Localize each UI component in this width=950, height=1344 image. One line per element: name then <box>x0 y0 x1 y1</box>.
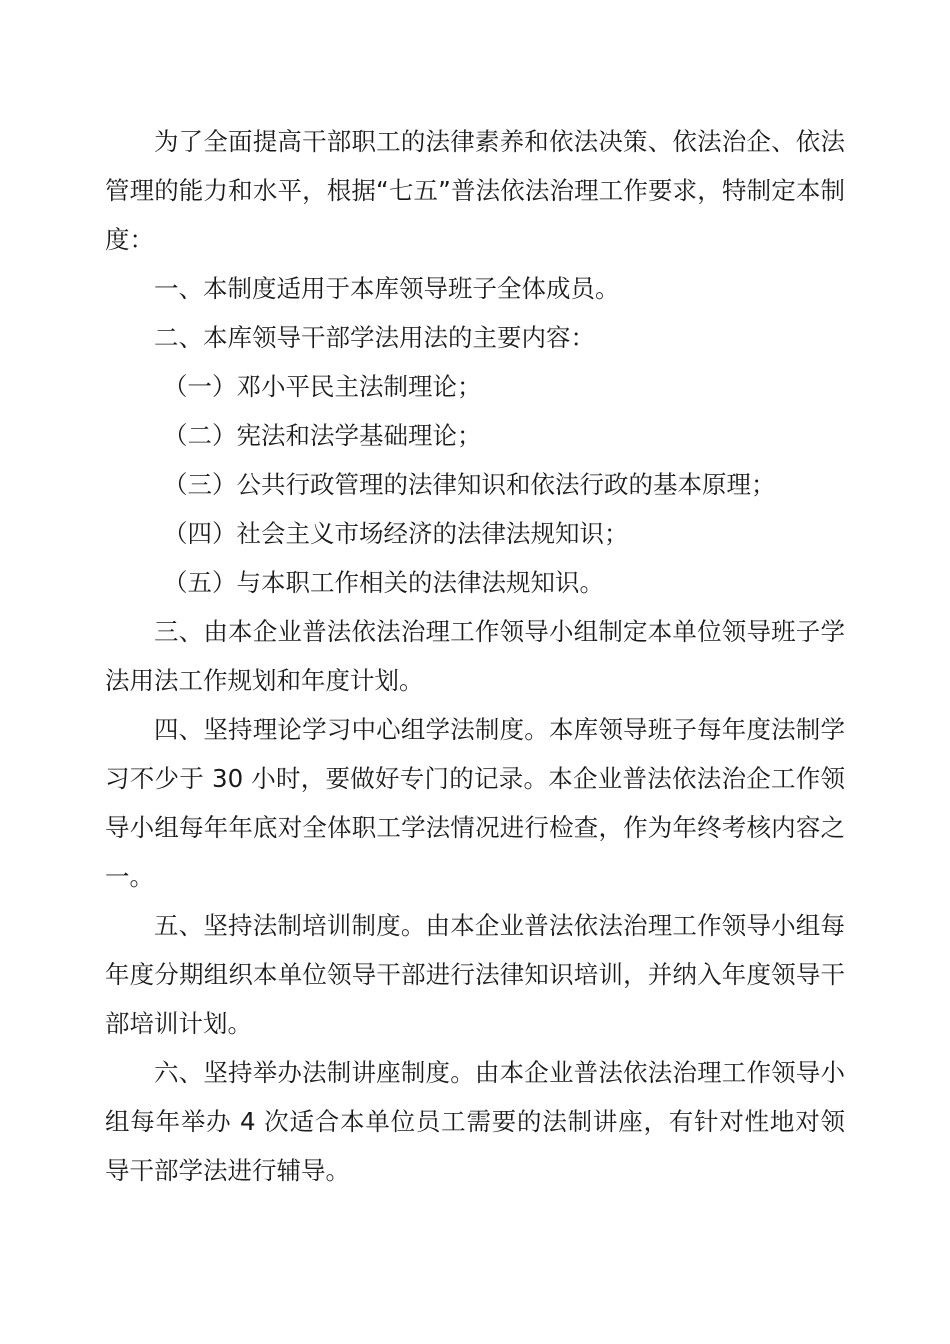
document-body <box>105 117 845 1195</box>
rule-2-sub-2: （二）宪法和法学基础理论； <box>163 421 482 450</box>
rule-2-sub-4: （四）社会主义市场经济的法律法规知识； <box>163 519 629 548</box>
rule-1: 一、本制度适用于本库领导班子全体成员。 <box>154 274 620 303</box>
rule-3: 三、由本企业普法依法治理工作领导小组制定本单位领导班子学法用法工作规划和年度计划。 <box>105 617 845 695</box>
rule-2: 二、本库领导干部学法用法的主要内容： <box>154 323 595 352</box>
rule-5: 五、坚持法制培训制度。由本企业普法依法治理工作领导小组每年度分期组织本单位领导干部进行法律知识培训，并纳入年度领导干部培训计划。 <box>105 911 845 1038</box>
rule-2-sub-1: （一）邓小平民主法制理论； <box>163 372 482 401</box>
intro-paragraph: 为了全面提高干部职工的法律素养和依法决策、依法治企、依法管理的能力和水平，根据“七五”普法依法治理工作要求，特制定本制度： <box>105 127 845 254</box>
rule-6: 六、坚持举办法制讲座制度。由本企业普法依法治理工作领导小组每年举办 4 次适合本单位员工需要的法制讲座，有针对性地对领导干部学法进行辅导。 <box>105 1058 845 1185</box>
rule-4: 四、坚持理论学习中心组学法制度。本库领导班子每年度法制学习不少于 30 小时，要做好专门的记录。本企业普法依法治企工作领导小组每年年底对全体职工学法情况进行检查，作为年终考核内容之一。 <box>105 715 845 891</box>
rule-2-sub-5: （五）与本职工作相关的法律法规知识。 <box>163 568 604 597</box>
rule-2-sub-3: （三）公共行政管理的法律知识和依法行政的基本原理； <box>163 470 776 499</box>
